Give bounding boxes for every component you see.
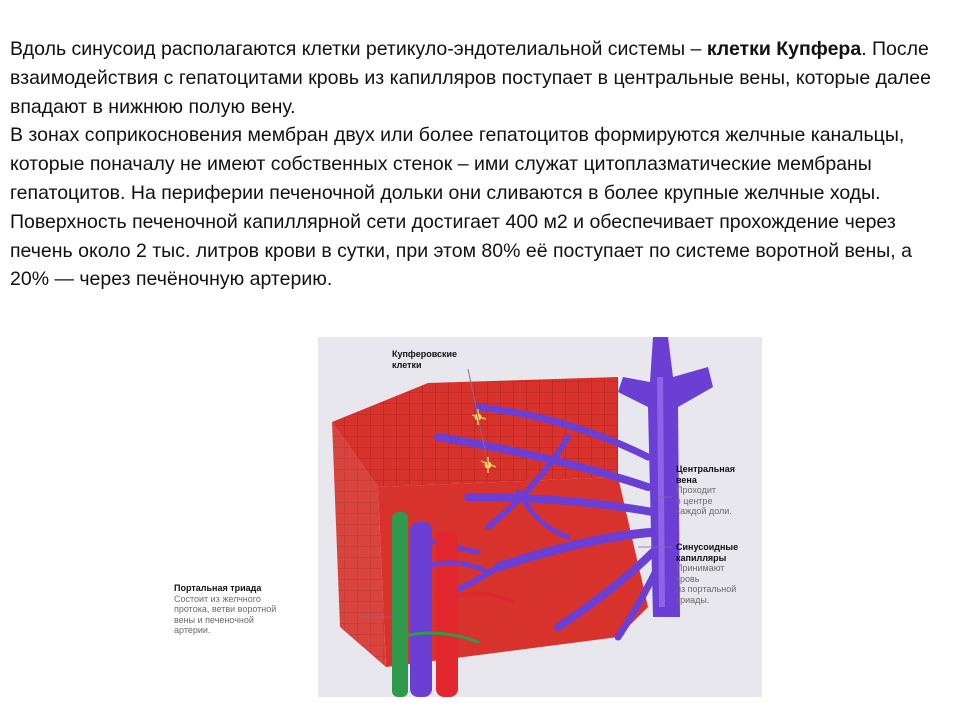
kupffer-label-title-2: клетки [392,359,422,370]
sinusoid-label-desc-2: кровь [676,573,700,584]
portal-triad-label-desc-2: протока, ветви воротной [174,604,277,614]
liver-lobule-drawing [318,337,762,697]
kupffer-cells-term: клетки Купфера [706,38,862,60]
sinusoid-label-title-2: капилляры [676,552,727,563]
portal-triad-label-desc-1: Состоит из желчного [174,593,261,604]
slide-text [10,35,940,294]
hepatic-artery-vessel [436,532,458,697]
portal-triad-label-title: Портальная триада [174,583,262,593]
kupffer-label-title-1: Купферовские [392,349,458,359]
portal-vein-vessel [410,522,432,697]
bile-duct-vessel [392,512,408,697]
portal-triad-label [174,583,314,636]
portal-triad-label-desc-3: вены и печеночной [174,614,254,625]
central-vein-label-desc-3: каждой доли. [676,506,732,516]
sinusoid-label-desc-1: Принимают [676,563,725,573]
central-vein-label-title-2: вена [676,474,697,485]
central-vein-label [676,464,735,517]
paragraph-kupffer-text-end: . После взаимодействия с гепатоцитами кровь из капилляров поступает в центральные вены, которые далее впадают в нижнюю полую вену. [10,38,931,118]
tissue-top-face [332,377,618,487]
sinusoid-label-title-1: Синусоидные [676,542,739,552]
portal-triad-label-desc-4: артерии. [174,625,211,635]
sinusoid-label-desc-3: из портальной [676,584,737,594]
central-vein-label-desc-2: в центре [676,495,713,506]
sinusoid-label-desc-4: триады. [676,594,710,605]
central-vein-label-title-1: Центральная [676,464,735,474]
central-vein-label-desc-1: Проходит [676,485,716,495]
kupffer-cells-label [392,349,457,370]
liver-lobule-illustration [174,337,762,697]
paragraph-bile-canaliculi: В зонах соприкосновения мембран двух или более гепатоцитов формируются желчные канальцы, которые поначалу не имеют собственных стенок – ими служат цитоплазматические мембраны гепатоцитов. На периферии печеночной дольки они сливаются в более крупные желчные ходы. [10,124,905,204]
paragraph-kupffer-text-start: Вдоль синусоид располагаются клетки ретикуло-эндотелиальной системы – [10,38,707,60]
paragraph-capillary-surface: Поверхность печеночной капиллярной сети достигает 400 м2 и обеспечивает прохождение через печень около 2 тыс. литров крови в сутки, при этом 80% её поступает по системе воротной вены, а 20% — через печёночную артерию. [10,210,912,291]
sinusoid-capillaries-label [676,542,738,605]
paragraph-kupffer [10,35,940,121]
